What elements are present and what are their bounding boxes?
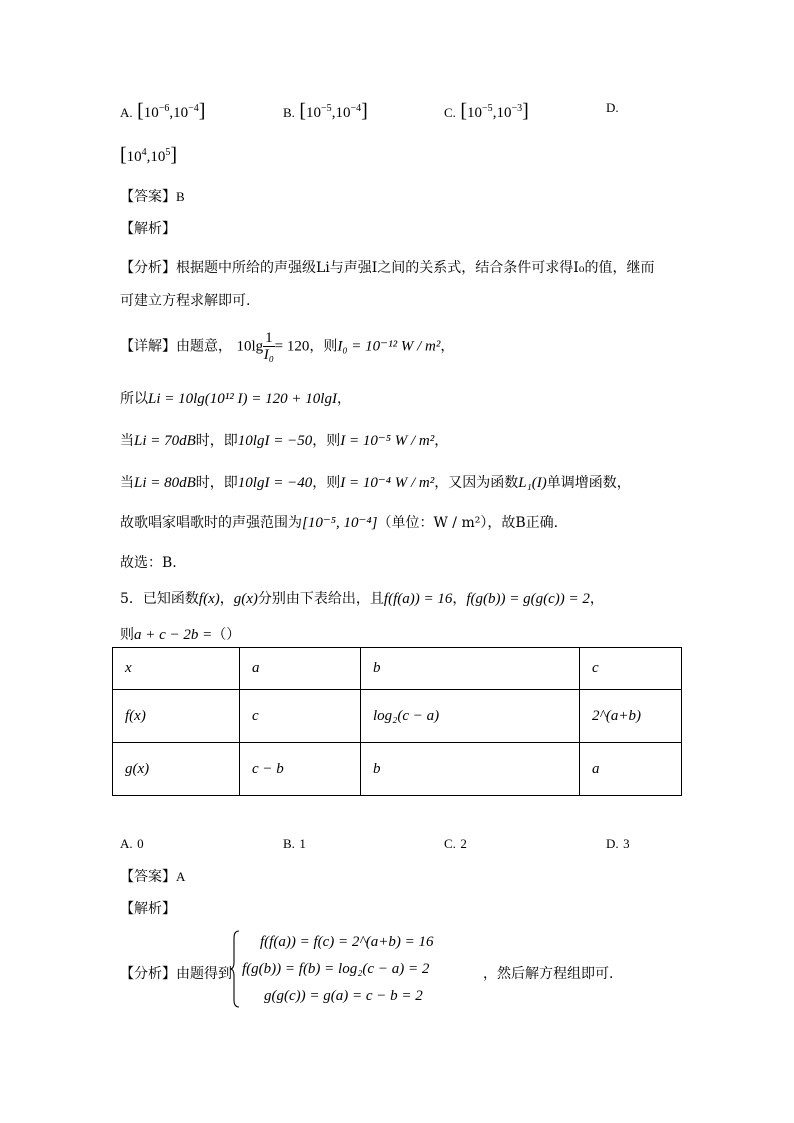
q4-analysis-heading: 【解析】 bbox=[120, 221, 176, 237]
table-cell: c bbox=[240, 690, 361, 743]
q4-fenxi-cont: 可建立方程求解即可. bbox=[120, 293, 251, 309]
q5-analysis-heading: 【解析】 bbox=[120, 901, 176, 917]
q4-detail-line5: 故歌唱家唱歌时的声强范围为[10⁻⁵, 10⁻⁴]（单位：W / m²），故B正确. bbox=[120, 515, 559, 531]
table-cell: c − b bbox=[240, 743, 361, 796]
table-cell: a bbox=[240, 648, 361, 690]
q5-answer: 【答案】A bbox=[120, 869, 186, 885]
table-row bbox=[113, 690, 682, 743]
q5-fenxi-post: ，然后解方程组即可. bbox=[483, 966, 614, 982]
q4-detail-line1: 【详解】由题意， 10lg $\frac{1}{\text{I₀}}$ = 120，则I₀ = 10⁻¹² W / m²， bbox=[120, 330, 455, 363]
q4-option-d-label: D. bbox=[606, 100, 619, 115]
system-equation-1: f(f(a)) = f(c) = 2^(a+b) = 16 bbox=[260, 934, 434, 950]
table-cell: 2^(a+b) bbox=[580, 690, 682, 743]
q4-detail-line2: 所以Li = 10lg(10¹² I) = 120 + 10lgI， bbox=[120, 391, 351, 407]
q4-option-d-value: $[10^4,10^5]$ bbox=[120, 144, 178, 166]
q4-option-c: C. $[10^{-5},10^{-3}]$ bbox=[444, 100, 529, 122]
table-cell: c bbox=[580, 648, 682, 690]
table-cell: f(x) bbox=[113, 690, 240, 743]
left-brace-icon bbox=[230, 930, 240, 1008]
table-cell: g(x) bbox=[113, 743, 240, 796]
q5-fenxi: 【分析】由题得到 bbox=[120, 966, 232, 982]
table-cell: a bbox=[580, 743, 682, 796]
q5-value-table bbox=[112, 647, 682, 796]
table-row bbox=[113, 743, 682, 796]
q4-detail-line4: 当Li = 80dB时，即10lgI = −40，则I = 10⁻⁴ W / m²，又因为函数L₁(I)单调增函数， bbox=[120, 475, 631, 491]
table-cell: b bbox=[361, 743, 580, 796]
system-equation-2: f(g(b)) = f(b) = log₂(c − a) = 2 bbox=[242, 961, 430, 977]
system-equation-3: g(g(c)) = g(a) = c − b = 2 bbox=[264, 988, 423, 1004]
table-cell: b bbox=[361, 648, 580, 690]
table-cell: x bbox=[113, 648, 240, 690]
table-cell: log₂(c − a) bbox=[361, 690, 580, 743]
q5-option-d: D. 3 bbox=[606, 836, 630, 851]
q5-stem-line1: 5．已知函数f(x)，g(x)分别由下表给出，且f(f(a)) = 16，f(g(b)) = g(g(c)) = 2， bbox=[120, 591, 604, 607]
q5-option-c: C. 2 bbox=[444, 836, 467, 851]
q4-choose: 故选：B. bbox=[120, 555, 177, 571]
q4-detail-line3: 当Li = 70dB时，即10lgI = −50，则I = 10⁻⁵ W / m²， bbox=[120, 433, 449, 449]
q5-option-b: B. 1 bbox=[283, 836, 306, 851]
q4-option-a: A. $[10^{-6},10^{-4}]$ bbox=[120, 100, 206, 122]
q5-option-a: A. 0 bbox=[120, 836, 144, 851]
table-row bbox=[113, 648, 682, 690]
q4-answer: 【答案】B bbox=[120, 189, 185, 205]
q5-stem-line2: 则a + c − 2b =（） bbox=[120, 627, 241, 643]
q4-fenxi: 【分析】根据题中所给的声强级Li与声强I之间的关系式，结合条件可求得I₀的值，继而 bbox=[120, 260, 655, 276]
q4-option-b: B. $[10^{-5},10^{-4}]$ bbox=[283, 100, 368, 122]
